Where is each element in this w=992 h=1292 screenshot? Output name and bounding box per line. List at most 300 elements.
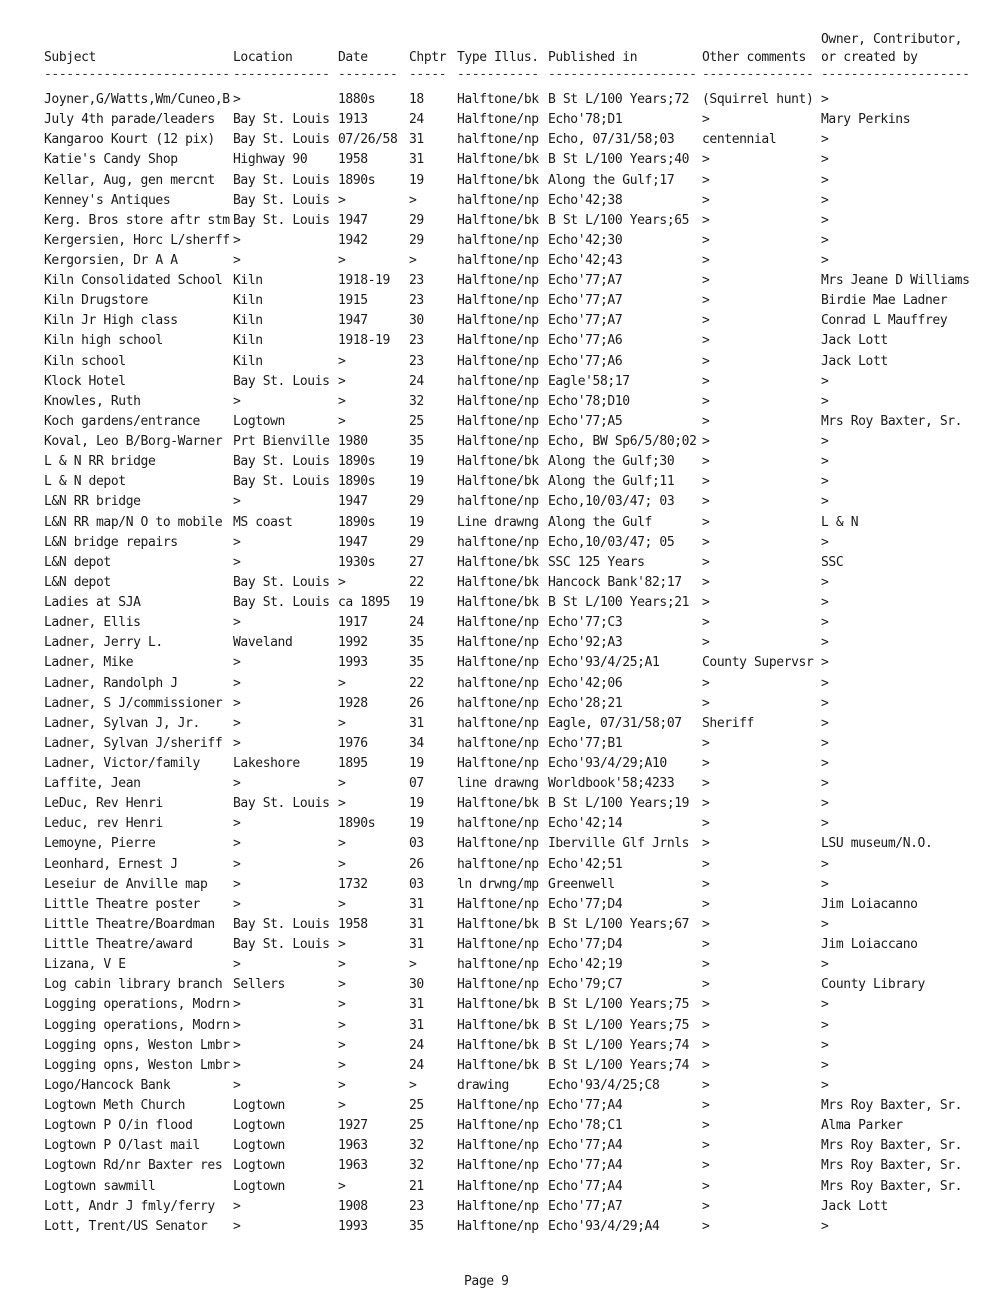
- published-cell: Echo'42;51: [548, 856, 623, 872]
- owner-cell: >: [821, 655, 829, 671]
- table-row: [0, 432, 992, 452]
- owner-cell: >: [821, 997, 829, 1013]
- date-cell: >: [338, 353, 346, 369]
- owner-cell: >: [821, 212, 829, 228]
- subject-cell: Kiln Consolidated School: [44, 273, 223, 289]
- published-cell: Echo'42;06: [548, 675, 623, 691]
- owner-cell: >: [821, 796, 829, 812]
- table-row: [0, 331, 992, 351]
- chapter-cell: 29: [409, 232, 424, 248]
- date-cell: >: [338, 957, 346, 973]
- type-cell: Halftone/bk: [457, 916, 539, 932]
- comments-cell: >: [702, 916, 710, 932]
- date-cell: >: [338, 977, 346, 993]
- subject-cell: Kiln Jr High class: [44, 313, 178, 329]
- chapter-cell: 19: [409, 514, 424, 530]
- published-cell: Along the Gulf: [548, 514, 652, 530]
- published-cell: Echo'78;C1: [548, 1118, 623, 1134]
- comments-cell: (Squirrel hunt): [702, 92, 814, 107]
- date-cell: >: [338, 1098, 346, 1113]
- type-cell: halftone/np: [457, 675, 539, 691]
- separator-subject: -------------------------: [44, 68, 230, 82]
- owner-cell: >: [821, 635, 829, 651]
- table-row: [0, 895, 992, 915]
- table-row: [0, 734, 992, 754]
- date-cell: 07/26/58: [338, 132, 398, 148]
- location-cell: >: [233, 1017, 241, 1033]
- published-cell: Echo'42;43: [548, 253, 623, 268]
- type-cell: drawing: [457, 1077, 509, 1093]
- location-cell: >: [233, 655, 241, 671]
- table-row: [0, 191, 992, 211]
- table-row: [0, 855, 992, 875]
- chapter-cell: 19: [409, 796, 424, 812]
- date-cell: 1963: [338, 1138, 368, 1154]
- type-cell: halftone/np: [457, 373, 539, 389]
- chapter-cell: >: [409, 957, 417, 973]
- owner-cell: >: [821, 916, 829, 932]
- type-cell: ln drwng/mp: [457, 876, 539, 892]
- type-cell: halftone/np: [457, 856, 539, 872]
- location-cell: >: [233, 836, 241, 852]
- header-row: [0, 48, 992, 68]
- owner-cell: >: [821, 574, 829, 590]
- published-cell: Echo'42;14: [548, 816, 623, 832]
- type-cell: halftone/np: [457, 132, 539, 148]
- subject-cell: Katie's Candy Shop: [44, 152, 178, 168]
- table-row: [0, 372, 992, 392]
- subject-cell: L & N RR bridge: [44, 454, 156, 470]
- table-row: [0, 794, 992, 814]
- published-cell: Greenwell: [548, 876, 615, 892]
- owner-cell: Jack Lott: [821, 353, 888, 369]
- chapter-cell: 35: [409, 655, 424, 671]
- chapter-cell: 25: [409, 1118, 424, 1134]
- date-cell: >: [338, 413, 346, 429]
- comments-cell: >: [702, 1178, 710, 1194]
- table-row: [0, 875, 992, 895]
- comments-cell: >: [702, 373, 710, 389]
- type-cell: Halftone/bk: [457, 554, 539, 570]
- location-cell: Highway 90: [233, 152, 308, 168]
- location-cell: Kiln: [233, 333, 263, 349]
- table-row: [0, 694, 992, 714]
- table-row: [0, 392, 992, 412]
- subject-cell: Logtown Rd/nr Baxter res: [44, 1158, 223, 1174]
- location-cell: Bay St. Louis: [233, 373, 330, 389]
- type-cell: Halftone/np: [457, 413, 539, 429]
- location-cell: Bay St. Louis: [233, 916, 330, 932]
- date-cell: >: [338, 776, 346, 792]
- date-cell: 1913: [338, 112, 368, 128]
- comments-cell: >: [702, 333, 710, 349]
- chapter-cell: 24: [409, 112, 424, 128]
- chapter-cell: 32: [409, 1138, 424, 1154]
- header-row-upper: [0, 30, 992, 50]
- table-row: [0, 311, 992, 331]
- type-cell: halftone/np: [457, 735, 539, 751]
- comments-cell: >: [702, 1138, 710, 1154]
- comments-cell: >: [702, 494, 710, 510]
- subject-cell: Lizana, V E: [44, 957, 126, 973]
- chapter-cell: 31: [409, 916, 424, 932]
- header-owner-line1: Owner, Contributor,: [821, 32, 963, 47]
- chapter-cell: 19: [409, 595, 424, 610]
- table-row: [0, 573, 992, 593]
- owner-cell: >: [821, 816, 829, 832]
- type-cell: Halftone/bk: [457, 454, 539, 470]
- type-cell: Halftone/bk: [457, 92, 539, 107]
- table-row: [0, 613, 992, 633]
- published-cell: Echo'77;A4: [548, 1098, 623, 1113]
- separator-type: -----------: [457, 68, 539, 82]
- location-cell: Logtown: [233, 1138, 285, 1154]
- published-cell: Echo'92;A3: [548, 635, 623, 651]
- comments-cell: >: [702, 434, 710, 449]
- published-cell: B St L/100 Years;74: [548, 1057, 690, 1073]
- date-cell: 1963: [338, 1158, 368, 1174]
- chapter-cell: 21: [409, 1178, 424, 1194]
- owner-cell: Jack Lott: [821, 333, 888, 349]
- location-cell: >: [233, 232, 241, 248]
- owner-cell: >: [821, 92, 829, 107]
- chapter-cell: 23: [409, 1198, 424, 1214]
- table-row: [0, 915, 992, 935]
- type-cell: Halftone/np: [457, 756, 539, 771]
- location-cell: Bay St. Louis: [233, 112, 330, 128]
- subject-cell: Logging opns, Weston Lmbr: [44, 1057, 230, 1073]
- date-cell: 1942: [338, 232, 368, 248]
- owner-cell: >: [821, 776, 829, 792]
- subject-cell: L&N depot: [44, 554, 111, 570]
- comments-cell: >: [702, 574, 710, 590]
- location-cell: >: [233, 1077, 241, 1093]
- table-row: [0, 674, 992, 694]
- owner-cell: Mrs Roy Baxter, Sr.: [821, 1158, 963, 1174]
- date-cell: 1928: [338, 695, 368, 711]
- published-cell: Echo'78;D10: [548, 393, 630, 409]
- published-cell: Echo'42;19: [548, 957, 623, 973]
- subject-cell: Ladner, Randolph J: [44, 675, 178, 691]
- type-cell: halftone/np: [457, 192, 539, 208]
- date-cell: >: [338, 1077, 346, 1093]
- subject-cell: Kiln school: [44, 353, 126, 369]
- type-cell: halftone/np: [457, 816, 539, 832]
- location-cell: Bay St. Louis: [233, 132, 330, 148]
- subject-cell: Ladies at SJA: [44, 595, 141, 610]
- table-row: [0, 774, 992, 794]
- owner-cell: >: [821, 695, 829, 711]
- date-cell: 1917: [338, 615, 368, 631]
- location-cell: >: [233, 715, 241, 731]
- subject-cell: Kiln Drugstore: [44, 293, 148, 309]
- comments-cell: >: [702, 514, 710, 530]
- comments-cell: >: [702, 534, 710, 550]
- subject-cell: Lott, Trent/US Senator: [44, 1218, 208, 1234]
- location-cell: Bay St. Louis: [233, 574, 330, 590]
- owner-cell: >: [821, 876, 829, 892]
- date-cell: 1890s: [338, 514, 376, 530]
- type-cell: Halftone/np: [457, 615, 539, 631]
- table-row: [0, 513, 992, 533]
- type-cell: Halftone/np: [457, 313, 539, 329]
- type-cell: Halftone/np: [457, 1218, 539, 1234]
- table-row: [0, 834, 992, 854]
- comments-cell: >: [702, 635, 710, 651]
- comments-cell: >: [702, 232, 710, 248]
- separator-owner: --------------------: [821, 68, 970, 82]
- location-cell: >: [233, 534, 241, 550]
- location-cell: Bay St. Louis: [233, 192, 330, 208]
- type-cell: Halftone/bk: [457, 152, 539, 168]
- type-cell: Halftone/np: [457, 1178, 539, 1194]
- location-cell: >: [233, 735, 241, 751]
- type-cell: Halftone/bk: [457, 1057, 539, 1073]
- location-cell: >: [233, 253, 241, 268]
- chapter-cell: 26: [409, 695, 424, 711]
- chapter-cell: 31: [409, 937, 424, 952]
- comments-cell: >: [702, 595, 710, 610]
- owner-cell: >: [821, 474, 829, 490]
- owner-cell: Birdie Mae Ladner: [821, 293, 948, 309]
- comments-cell: County Supervsr: [702, 655, 814, 671]
- location-cell: Bay St. Louis: [233, 454, 330, 470]
- date-cell: 1958: [338, 152, 368, 168]
- chapter-cell: 29: [409, 494, 424, 510]
- published-cell: Along the Gulf;17: [548, 172, 675, 188]
- owner-cell: >: [821, 715, 829, 731]
- published-cell: Iberville Glf Jrnls: [548, 836, 690, 852]
- owner-cell: L & N: [821, 514, 859, 530]
- published-cell: Echo'77;A7: [548, 313, 623, 329]
- location-cell: Bay St. Louis: [233, 937, 330, 952]
- comments-cell: >: [702, 756, 710, 771]
- location-cell: Kiln: [233, 353, 263, 369]
- date-cell: 1918-19: [338, 273, 390, 289]
- chapter-cell: 22: [409, 574, 424, 590]
- table-row: [0, 633, 992, 653]
- chapter-cell: 23: [409, 333, 424, 349]
- type-cell: halftone/np: [457, 232, 539, 248]
- table-row: [0, 412, 992, 432]
- comments-cell: >: [702, 856, 710, 872]
- subject-cell: Ladner, Mike: [44, 655, 134, 671]
- date-cell: >: [338, 393, 346, 409]
- published-cell: Echo'28;21: [548, 695, 623, 711]
- chapter-cell: 35: [409, 434, 424, 449]
- published-cell: Echo,10/03/47; 05: [548, 534, 675, 550]
- owner-cell: >: [821, 957, 829, 973]
- comments-cell: >: [702, 937, 710, 952]
- chapter-cell: 32: [409, 1158, 424, 1174]
- subject-cell: Logo/Hancock Bank: [44, 1077, 171, 1093]
- location-cell: Waveland: [233, 635, 293, 651]
- header-chapter: Chptr: [409, 50, 447, 65]
- subject-cell: Ladner, S J/commissioner: [44, 695, 223, 711]
- comments-cell: >: [702, 1037, 710, 1053]
- type-cell: halftone/np: [457, 695, 539, 711]
- owner-cell: >: [821, 454, 829, 470]
- chapter-cell: 35: [409, 635, 424, 651]
- type-cell: Halftone/np: [457, 655, 539, 671]
- table-row: [0, 171, 992, 191]
- location-cell: Bay St. Louis: [233, 796, 330, 812]
- type-cell: halftone/np: [457, 494, 539, 510]
- published-cell: B St L/100 Years;21: [548, 595, 690, 610]
- table-row: [0, 211, 992, 231]
- subject-cell: Joyner,G/Watts,Wm/Cuneo,B: [44, 92, 230, 107]
- table-row: [0, 231, 992, 251]
- subject-cell: Logtown P O/in flood: [44, 1118, 193, 1134]
- subject-cell: Koch gardens/entrance: [44, 413, 200, 429]
- table-row: [0, 1096, 992, 1116]
- owner-cell: >: [821, 534, 829, 550]
- date-cell: >: [338, 574, 346, 590]
- comments-cell: >: [702, 554, 710, 570]
- subject-cell: Kellar, Aug, gen mercnt: [44, 172, 215, 188]
- date-cell: 1947: [338, 212, 368, 228]
- date-cell: >: [338, 253, 346, 268]
- comments-cell: >: [702, 1057, 710, 1073]
- chapter-cell: 24: [409, 615, 424, 631]
- published-cell: Along the Gulf;30: [548, 454, 675, 470]
- type-cell: Halftone/bk: [457, 595, 539, 610]
- published-cell: Echo'42;30: [548, 232, 623, 248]
- comments-cell: >: [702, 454, 710, 470]
- owner-cell: >: [821, 856, 829, 872]
- published-cell: Echo'93/4/29;A10: [548, 756, 667, 771]
- published-cell: Echo'77;A7: [548, 273, 623, 289]
- date-cell: 1993: [338, 1218, 368, 1234]
- chapter-cell: 19: [409, 474, 424, 490]
- table-row: [0, 452, 992, 472]
- table-row: [0, 995, 992, 1015]
- comments-cell: >: [702, 474, 710, 490]
- location-cell: Kiln: [233, 273, 263, 289]
- comments-cell: >: [702, 896, 710, 912]
- type-cell: Halftone/np: [457, 836, 539, 852]
- date-cell: >: [338, 997, 346, 1013]
- chapter-cell: 19: [409, 816, 424, 832]
- chapter-cell: 29: [409, 212, 424, 228]
- table-row: [0, 533, 992, 553]
- page-number: Page 9: [464, 1274, 509, 1289]
- date-cell: 1958: [338, 916, 368, 932]
- table-row: [0, 130, 992, 150]
- chapter-cell: 23: [409, 273, 424, 289]
- published-cell: Echo'77;A6: [548, 333, 623, 349]
- comments-cell: >: [702, 776, 710, 792]
- separator-published: --------------------: [548, 68, 697, 82]
- location-cell: Sellers: [233, 977, 285, 993]
- date-cell: >: [338, 1057, 346, 1073]
- subject-cell: Log cabin library branch: [44, 977, 223, 993]
- comments-cell: >: [702, 393, 710, 409]
- owner-cell: >: [821, 1017, 829, 1033]
- comments-cell: >: [702, 1077, 710, 1093]
- table-row: [0, 90, 992, 110]
- date-cell: 1947: [338, 313, 368, 329]
- type-cell: Halftone/np: [457, 434, 539, 449]
- comments-cell: >: [702, 735, 710, 751]
- type-cell: Halftone/np: [457, 273, 539, 289]
- type-cell: Halftone/np: [457, 1138, 539, 1154]
- subject-cell: Lemoyne, Pierre: [44, 836, 156, 852]
- location-cell: >: [233, 997, 241, 1013]
- date-cell: 1890s: [338, 172, 376, 188]
- date-cell: 1908: [338, 1198, 368, 1214]
- comments-cell: >: [702, 353, 710, 369]
- location-cell: Prt Bienville: [233, 434, 330, 449]
- table-row: [0, 1217, 992, 1237]
- comments-cell: >: [702, 796, 710, 812]
- table-row: [0, 472, 992, 492]
- owner-cell: >: [821, 494, 829, 510]
- table-row: [0, 935, 992, 955]
- published-cell: Echo, 07/31/58;03: [548, 132, 675, 148]
- owner-cell: >: [821, 1218, 829, 1234]
- owner-cell: Mrs Roy Baxter, Sr.: [821, 413, 963, 429]
- owner-cell: >: [821, 132, 829, 148]
- owner-cell: >: [821, 373, 829, 389]
- type-cell: Halftone/bk: [457, 997, 539, 1013]
- comments-cell: >: [702, 816, 710, 832]
- comments-cell: >: [702, 152, 710, 168]
- comments-cell: >: [702, 253, 710, 268]
- published-cell: B St L/100 Years;75: [548, 1017, 690, 1033]
- date-cell: 1915: [338, 293, 368, 309]
- location-cell: >: [233, 393, 241, 409]
- chapter-cell: 19: [409, 756, 424, 771]
- subject-cell: Kergersien, Horc L/sherff: [44, 232, 230, 248]
- type-cell: Halftone/np: [457, 112, 539, 128]
- owner-cell: >: [821, 1037, 829, 1053]
- table-row: [0, 1116, 992, 1136]
- published-cell: Echo'78;D1: [548, 112, 623, 128]
- location-cell: >: [233, 675, 241, 691]
- chapter-cell: 23: [409, 353, 424, 369]
- owner-cell: >: [821, 1057, 829, 1073]
- date-cell: 1890s: [338, 816, 376, 832]
- table-row: [0, 955, 992, 975]
- published-cell: Echo'77;D4: [548, 937, 623, 952]
- owner-cell: Alma Parker: [821, 1118, 903, 1134]
- chapter-cell: 32: [409, 393, 424, 409]
- header-type: Type Illus.: [457, 50, 539, 65]
- table-row: [0, 593, 992, 613]
- header-subject: Subject: [44, 50, 96, 65]
- subject-cell: Leseiur de Anville map: [44, 876, 208, 892]
- comments-cell: >: [702, 212, 710, 228]
- location-cell: Logtown: [233, 1098, 285, 1113]
- owner-cell: Conrad L Mauffrey: [821, 313, 948, 329]
- owner-cell: Mrs Jeane D Williams: [821, 273, 970, 289]
- location-cell: Bay St. Louis: [233, 595, 330, 610]
- chapter-cell: >: [409, 253, 417, 268]
- date-cell: 1980: [338, 434, 368, 449]
- chapter-cell: 31: [409, 152, 424, 168]
- published-cell: B St L/100 Years;65: [548, 212, 690, 228]
- published-cell: Echo'77;A6: [548, 353, 623, 369]
- subject-cell: Knowles, Ruth: [44, 393, 141, 409]
- header-published: Published in: [548, 50, 638, 65]
- date-cell: >: [338, 856, 346, 872]
- location-cell: Bay St. Louis: [233, 474, 330, 490]
- chapter-cell: 19: [409, 172, 424, 188]
- type-cell: line drawng: [457, 776, 539, 792]
- owner-cell: SSC: [821, 554, 844, 570]
- subject-cell: Kiln high school: [44, 333, 163, 349]
